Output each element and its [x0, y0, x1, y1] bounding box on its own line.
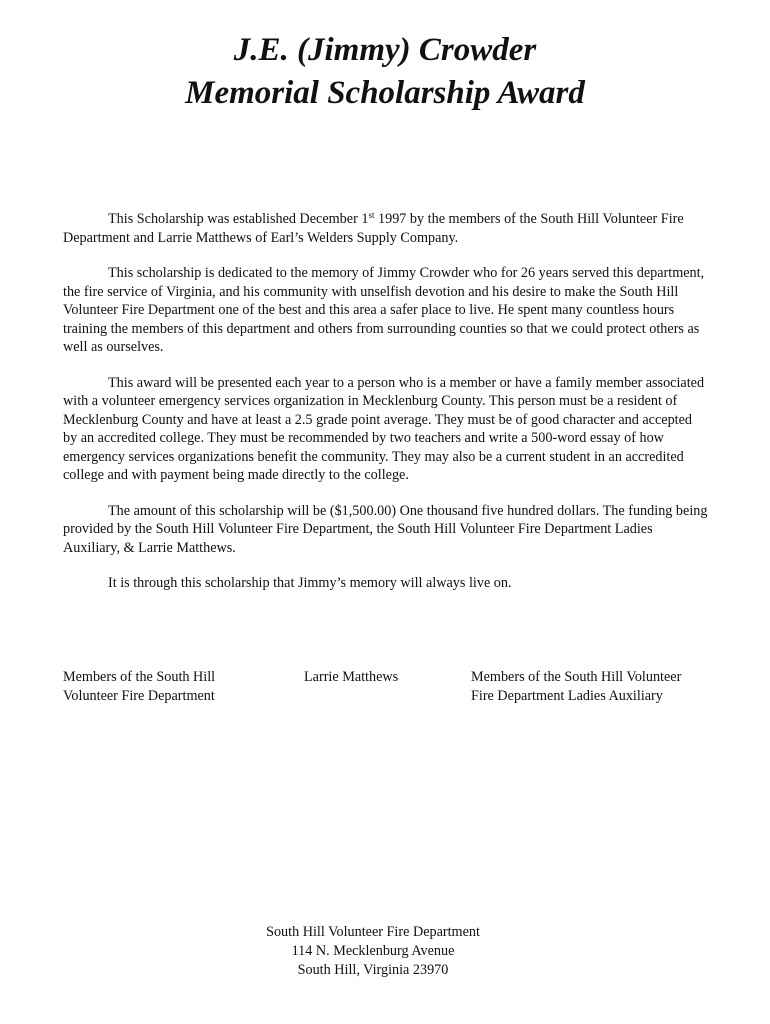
ordinal-suffix: st — [368, 210, 375, 220]
footer-address — [0, 923, 746, 980]
paragraph-closing: It is through this scholarship that Jimmy’s memory will always live on. — [108, 575, 512, 591]
signature-line: Fire Department Ladies Auxiliary — [471, 687, 663, 704]
document-body — [63, 210, 709, 610]
document-title-line-2: Memorial Scholarship Award — [185, 75, 585, 111]
address-city-state-zip: South Hill, Virginia 23970 — [297, 962, 449, 978]
signature-line: Members of the South Hill — [63, 669, 216, 685]
address-organization: South Hill Volunteer Fire Department — [266, 924, 480, 940]
paragraph-eligibility: This award will be presented each year to a person who is a member or have a family member associated with a volunteer emergency services organization in Mecklenburg County. This person must be a resident of Mecklenburg County and have at least a 2.5 grade point average. They must be of good character and accepted by an accredited college. They must be recommended by two teachers and write a 500-word essay of how emergency services organizations benefit the community. They may also be a current student in an accredited college and with payment being made directly to the college. — [63, 374, 705, 483]
signature-line: Larrie Matthews — [304, 669, 399, 685]
signature-block-fire-department — [63, 668, 263, 705]
signature-line: Members of the South Hill Volunteer — [471, 669, 682, 685]
signature-line: Volunteer Fire Department — [63, 687, 215, 704]
signature-block-ladies-auxiliary — [471, 668, 721, 705]
paragraph-established — [63, 210, 709, 247]
paragraph-established-start: This Scholarship was established December 1 — [108, 211, 369, 227]
signature-block-larrie-matthews — [304, 668, 454, 687]
paragraph-dedication: This scholarship is dedicated to the memory of Jimmy Crowder who for 26 years served this department, the fire service of Virginia, and his community with unselfish devotion and his desire to make the South Hill Volunteer Fire Department one of the best and this area a safer place to live. He spent many countless hours training the members of this department and others from surrounding counties so that we could protect others as well as ourselves. — [63, 265, 705, 355]
address-street: 114 N. Mecklenburg Avenue — [291, 943, 455, 959]
paragraph-amount: The amount of this scholarship will be ($1,500.00) One thousand five hundred dollars. The funding being provided by the South Hill Volunteer Fire Department, the South Hill Volunteer Fire Department Ladies Auxiliary, & Larrie Matthews. — [63, 502, 708, 556]
paragraph-established-end: 1997 by the members of the South Hill Volunteer Fire Department and Larrie Matthews of Earl’s Welders Supply Company. — [63, 211, 684, 246]
document-title-line-1: J.E. (Jimmy) Crowder — [233, 32, 537, 68]
